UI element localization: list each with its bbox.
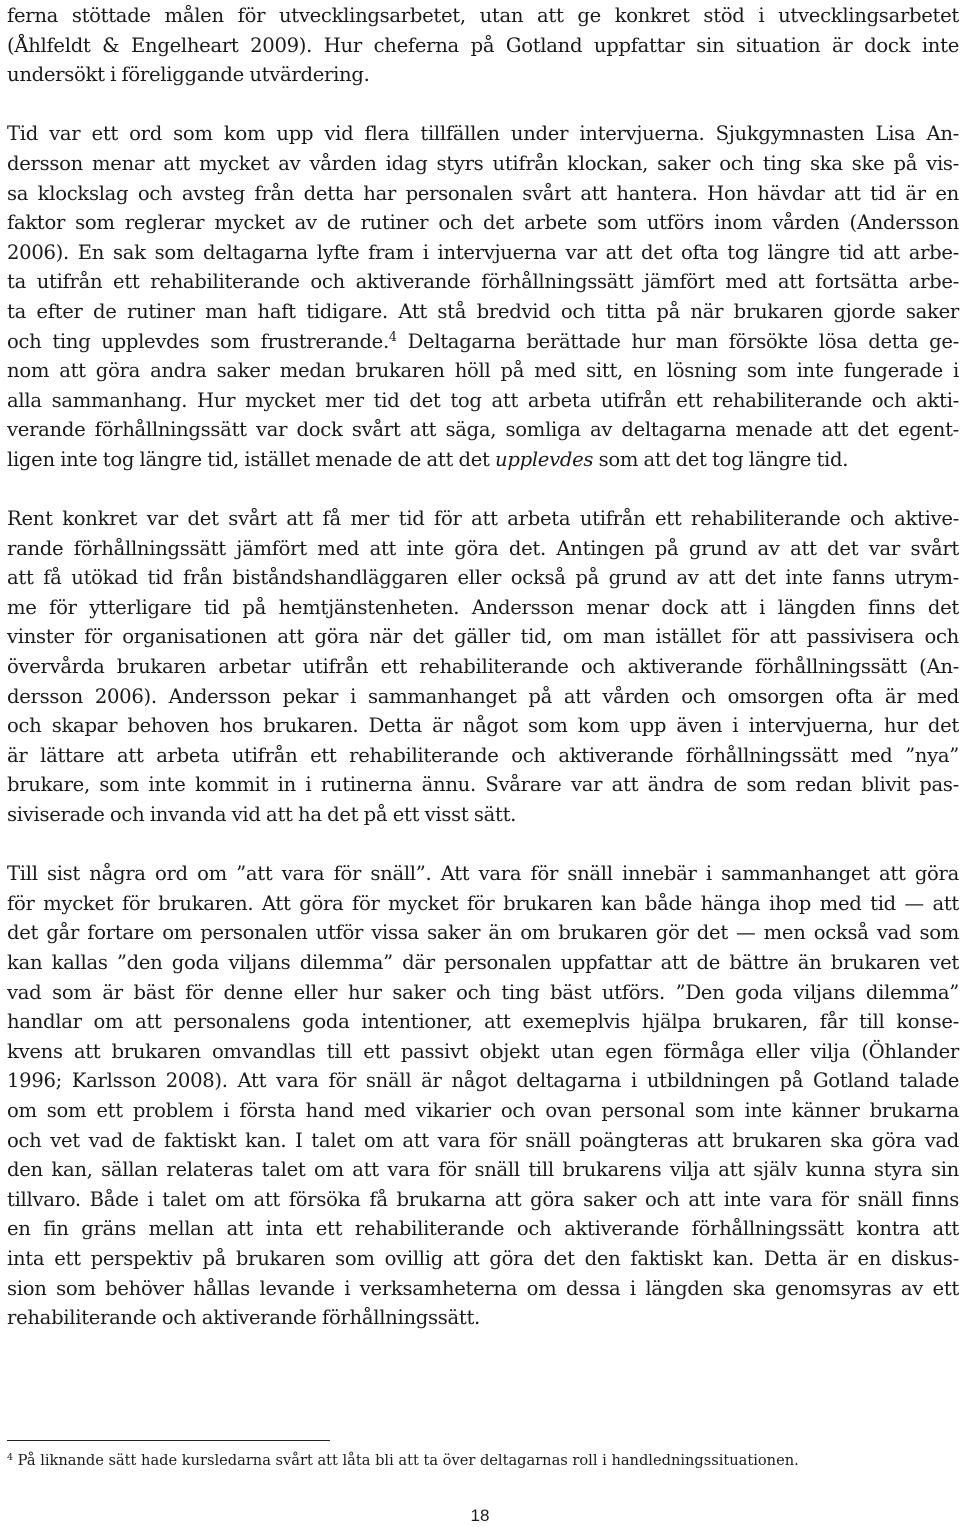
text-line: rehabiliterande och aktiverande förhållningssätt. (7, 1306, 480, 1330)
text-line: undersökt i föreliggande utvärdering. (7, 63, 370, 87)
footnote-reference[interactable]: 4 (388, 329, 397, 345)
paragraph-1 (7, 1, 959, 90)
text-line: Tid var ett ord som kom upp vid flera tillfällen under intervjuerna. Sjukgymnasten Lisa An- (7, 122, 959, 146)
paragraph-4 (7, 859, 959, 1333)
text-line: sa klockslag och avsteg från detta har personalen svårt att hantera. Hon hävdar att tid är en (7, 181, 959, 205)
text-line: och vet vad de faktiskt kan. I talet om att vara för snäll poängteras att brukaren ska göra vad (7, 1128, 959, 1152)
text-line: och skapar behoven hos brukaren. Detta är något som kom upp även i intervjuerna, hur det (7, 714, 959, 738)
text-line: 2006). En sak som deltagarna lyfte fram i intervjuerna var att det ofta tog längre tid att arbe- (7, 240, 959, 264)
page-number: 18 (470, 1506, 490, 1525)
text-line: kan kallas ”den goda viljans dilemma” där personalen uppfattar att de bättre än brukaren vet (7, 951, 959, 974)
text-line: den kan, sällan relateras talet om att vara för snäll till brukarens vilja att själv kunna styra sin (7, 1158, 959, 1182)
text-line: nom att göra andra saker medan brukaren höll på med sitt, en lösning som inte fungerade i (7, 359, 959, 383)
text-line: vinster för organisationen att göra när det gäller tid, om man istället för att passivisera och (7, 625, 959, 649)
text-line: Rent konkret var det svårt att få mer tid för att arbeta utifrån ett rehabiliterande och aktive- (7, 507, 959, 531)
text-line: ferna stöttade målen för utvecklingsarbetet, utan att ge konkret stöd i utvecklingsarbetet (7, 4, 959, 27)
emphasized-word: upplevdes (495, 447, 594, 471)
text-line: siviserade och invanda vid att ha det på ett visst sätt. (7, 803, 517, 827)
text-line: en fin gräns mellan att inta ett rehabiliterande och aktiverande förhållningssätt kontra att (7, 1217, 959, 1241)
text-line: det går fortare om personalen utför vissa saker än om brukaren gör det — men också vad som (7, 921, 959, 945)
text-line: för mycket för brukaren. Att göra för mycket för brukaren kan både hänga ihop med tid — att (7, 891, 959, 915)
document-page (7, 0, 959, 1333)
text-line (7, 327, 959, 357)
text-segment: och ting upplevdes som frustrerande. (7, 329, 389, 353)
text-line: verande förhållningssätt var dock svårt att säga, somliga av deltagarna menade att det egent- (7, 418, 959, 442)
text-line: vad som är bäst för denne eller hur saker och ting bäst utförs. ”Den goda viljans dilemma” (7, 980, 959, 1004)
text-line: faktor som reglerar mycket av de rutiner och det arbete som utförs inom vården (Andersson (7, 211, 959, 235)
text-line: ta utifrån ett rehabiliterande och aktiverande förhållningssätt jämfört med att fortsätta arbe- (7, 270, 959, 294)
text-line: me för ytterligare tid på hemtjänstenheten. Andersson menar dock att i längden finns det (7, 595, 959, 619)
footnote-separator (7, 1440, 330, 1441)
text-line: dersson menar att mycket av vården idag styrs utifrån klockan, saker och ting ska ske på vis- (7, 151, 959, 175)
text-line: rande förhållningssätt jämfört med att inte göra det. Antingen på grund av att det var svårt (7, 536, 959, 560)
text-line: kvens att brukaren omvandlas till ett passivt objekt utan egen förmåga eller vilja (Öhlander (7, 1039, 959, 1063)
paragraph-2 (7, 119, 959, 474)
text-line: om som ett problem i första hand med vikarier och ovan personal som inte känner brukarna (7, 1098, 959, 1122)
footnote (7, 1451, 799, 1471)
text-line: ta efter de rutiner man haft tidigare. Att stå bredvid och titta på när brukaren gjorde saker (7, 299, 959, 323)
text-line (7, 445, 959, 475)
footnote-marker: 4 (7, 1451, 14, 1463)
text-line: dersson 2006). Andersson pekar i sammanhanget på att vården och omsorgen ofta är med (7, 684, 959, 708)
text-line: Till sist några ord om ”att vara för snäll”. Att vara för snäll innebär i sammanhanget att göra (7, 862, 959, 886)
text-line: är lättare att arbeta utifrån ett rehabiliterande och aktiverande förhållningssätt med ”nya” (7, 743, 959, 767)
text-segment: ligen inte tog längre tid, istället menade de att det (7, 447, 490, 471)
text-line: alla sammanhang. Hur mycket mer tid det tog att arbeta utifrån ett rehabiliterande och akti- (7, 388, 959, 412)
text-line: handlar om att personalens goda intentioner, att exemeplvis hjälpa brukaren, får till konse- (7, 1010, 959, 1034)
text-segment: som att det tog längre tid. (593, 447, 849, 471)
text-line: inta ett perspektiv på brukaren som ovillig att göra det den faktiskt kan. Detta är en diskus- (7, 1246, 959, 1270)
text-line: sion som behöver hållas levande i verksamheterna om dessa i längden ska genomsyras av ett (7, 1276, 959, 1300)
text-line: tillvaro. Både i talet om att försöka få brukarna att göra saker och att inte vara för snäll finns (7, 1187, 959, 1211)
text-line: 1996; Karlsson 2008). Att vara för snäll är något deltagarna i utbildningen på Gotland talade (7, 1069, 959, 1093)
text-line: övervårda brukaren arbetar utifrån ett rehabiliterande och aktiverande förhållningssätt (An- (7, 655, 959, 679)
text-line: brukare, som inte kommit in i rutinerna ännu. Svårare var att ändra de som redan blivit pas- (7, 773, 959, 797)
paragraph-3 (7, 504, 959, 830)
footnote-text: På liknande sätt hade kursledarna svårt att låta bli att ta över deltagarnas roll i handledningssituationen. (13, 1452, 799, 1469)
text-line: att få utökad tid från biståndshandläggaren eller också på grund av att det inte fanns utrym- (7, 566, 959, 590)
text-line: (Åhlfeldt & Engelheart 2009). Hur cheferna på Gotland uppfattar sin situation är dock inte (7, 33, 959, 57)
text-segment: Deltagarna berättade hur man försökte lösa detta ge- (396, 329, 959, 353)
